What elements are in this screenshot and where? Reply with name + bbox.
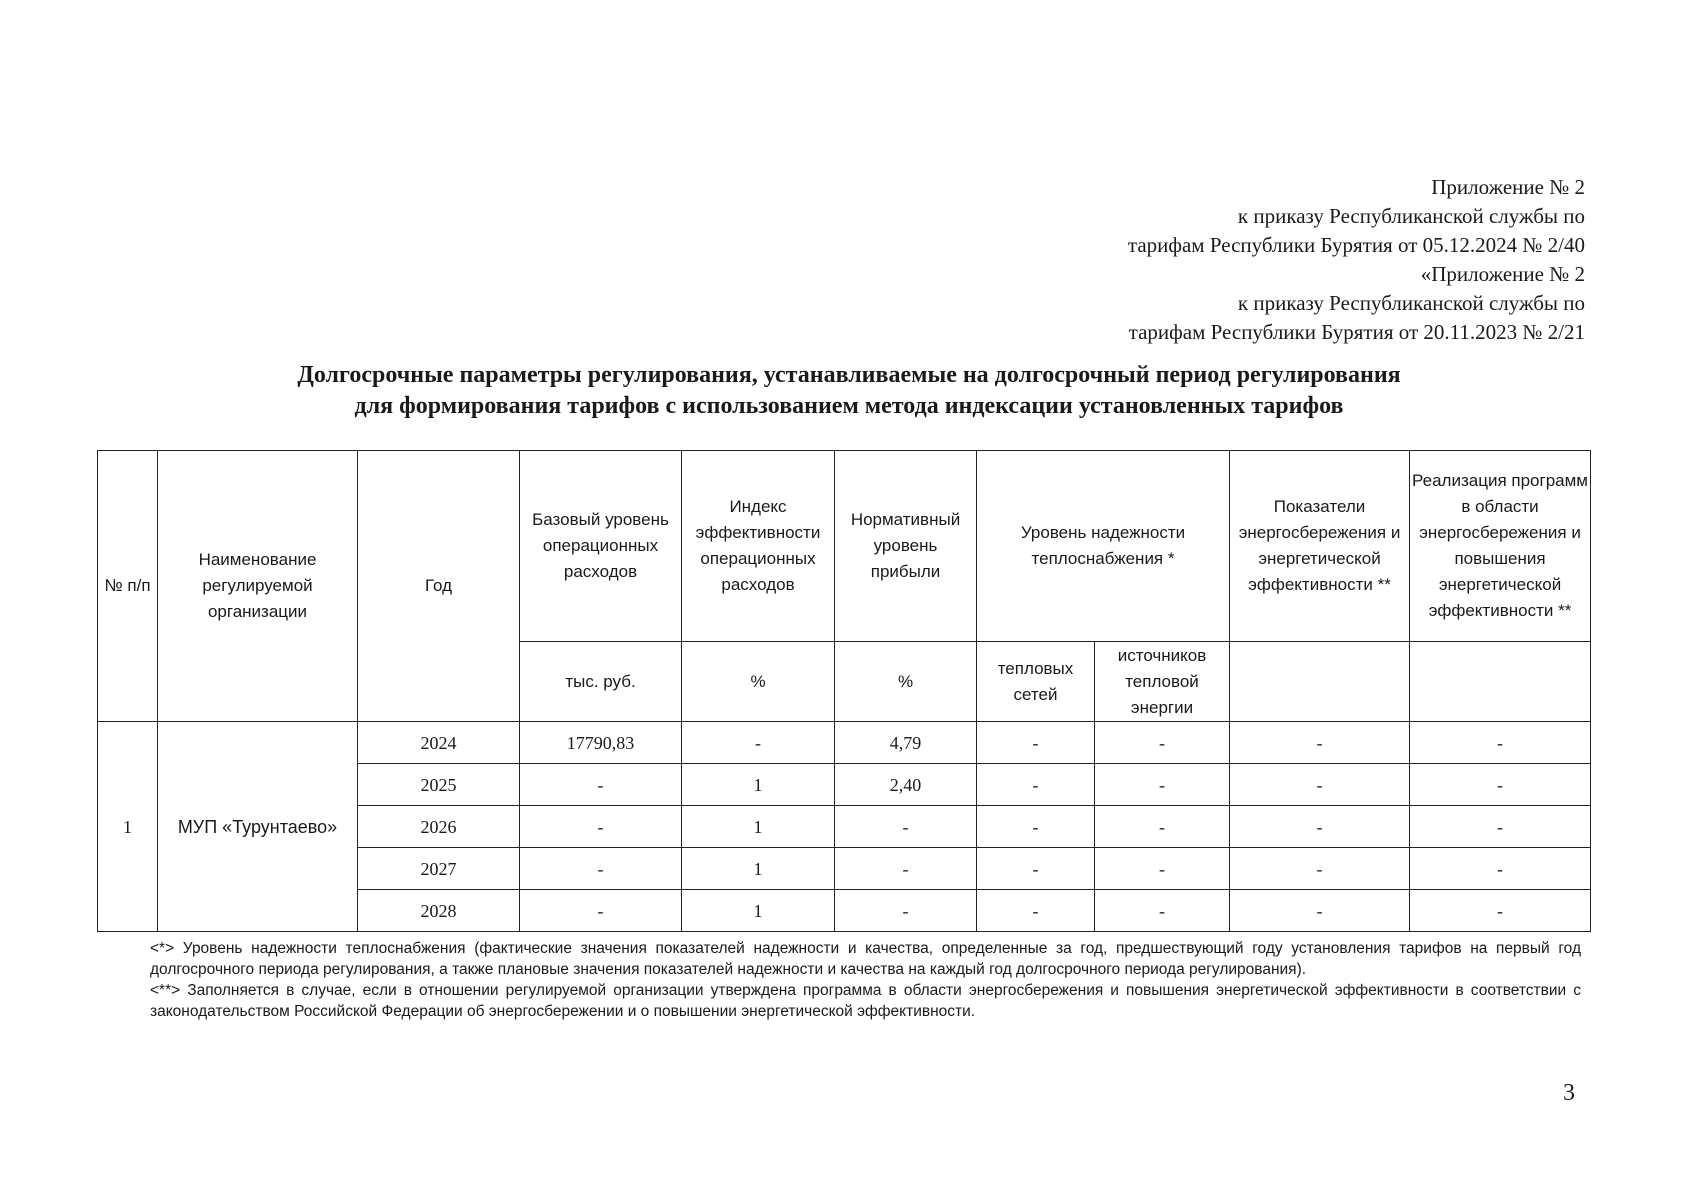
cell-sources: - [1095,722,1230,764]
col-header-base: Базовый уровень операционных расходов [520,451,682,642]
cell-index: 1 [682,764,835,806]
col-header-reliability: Уровень надежности теплоснабжения * [977,451,1230,642]
cell-energy: - [1230,722,1410,764]
page-number: 3 [1563,1080,1575,1106]
cell-networks: - [977,764,1095,806]
col-header-org: Наименование регулируемой организации [158,451,358,722]
cell-index: 1 [682,806,835,848]
subheader-empty [1410,642,1591,722]
cell-programs: - [1410,764,1591,806]
cell-sources: - [1095,764,1230,806]
cell-profit: - [835,806,977,848]
document-title [0,360,1698,422]
org-name: МУП «Турунтаево» [158,722,358,932]
cell-index: - [682,722,835,764]
col-header-energy-indicators: Показатели энергосбережения и энергетической эффективности ** [1230,451,1410,642]
col-header-programs: Реализация программ в области энергосбережения и повышения энергетической эффективности ** [1410,451,1591,642]
cell-index: 1 [682,848,835,890]
col-header-index: Индекс эффективности операционных расходов [682,451,835,642]
footnote-reliability: <*> Уровень надежности теплоснабжения (фактические значения показателей надежности и качества, определенные за год, предшествующий году установления тарифов на первый год долгосрочного периода регулирования, а также плановые значения показателей надежности и качества на каждый год долгосрочного периода регулирования). [150,940,1581,978]
header-line: Приложение № 2 [1431,175,1585,199]
cell-profit: 2,40 [835,764,977,806]
cell-energy: - [1230,890,1410,932]
header-row [98,451,1591,642]
cell-profit: - [835,890,977,932]
cell-networks: - [977,722,1095,764]
cell-base: - [520,890,682,932]
cell-base: - [520,764,682,806]
header-line: тарифам Республики Бурятия от 20.11.2023 № 2/21 [1128,320,1585,344]
subheader-sources: источников тепловой энергии [1095,642,1230,722]
cell-energy: - [1230,764,1410,806]
col-header-year: Год [358,451,520,722]
title-line-2: для формирования тарифов с использованием метода индексации установленных тарифов [354,393,1344,419]
header-line: к приказу Республиканской службы по [1237,204,1585,228]
cell-profit: 4,79 [835,722,977,764]
footnotes [150,938,1581,1022]
header-line: «Приложение № 2 [1420,262,1585,286]
header-line: тарифам Республики Бурятия от 05.12.2024 № 2/40 [1127,233,1585,257]
subheader-networks: тепловых сетей [977,642,1095,722]
unit-profit: % [835,642,977,722]
cell-programs: - [1410,848,1591,890]
col-header-profit: Нормативный уровень прибыли [835,451,977,642]
footnote-energy-program: <**> Заполняется в случае, если в отношении регулируемой организации утверждена программа в области энергосбережения и повышения энергетической эффективности в соответствии с законодательством Российской Федерации об энергосбережении и о повышении энергетической эффективности. [150,982,1581,1020]
subheader-empty [1230,642,1410,722]
cell-index: 1 [682,890,835,932]
cell-year: 2024 [358,722,520,764]
cell-year: 2026 [358,806,520,848]
cell-programs: - [1410,722,1591,764]
cell-profit: - [835,848,977,890]
cell-base: 17790,83 [520,722,682,764]
cell-programs: - [1410,890,1591,932]
col-header-num: № п/п [98,451,158,722]
cell-energy: - [1230,806,1410,848]
cell-sources: - [1095,848,1230,890]
cell-programs: - [1410,806,1591,848]
title-line-1: Долгосрочные параметры регулирования, устанавливаемые на долгосрочный период регулирования [297,362,1401,388]
cell-base: - [520,848,682,890]
cell-year: 2025 [358,764,520,806]
cell-energy: - [1230,848,1410,890]
unit-index: % [682,642,835,722]
cell-year: 2027 [358,848,520,890]
cell-base: - [520,806,682,848]
cell-year: 2028 [358,890,520,932]
cell-sources: - [1095,806,1230,848]
parameters-table [97,450,1591,932]
cell-networks: - [977,806,1095,848]
unit-base: тыс. руб. [520,642,682,722]
appendix-header [1128,173,1585,347]
header-line: к приказу Республиканской службы по [1237,291,1585,315]
cell-networks: - [977,848,1095,890]
org-number: 1 [98,722,158,932]
cell-sources: - [1095,890,1230,932]
table-row [98,722,1591,764]
cell-networks: - [977,890,1095,932]
